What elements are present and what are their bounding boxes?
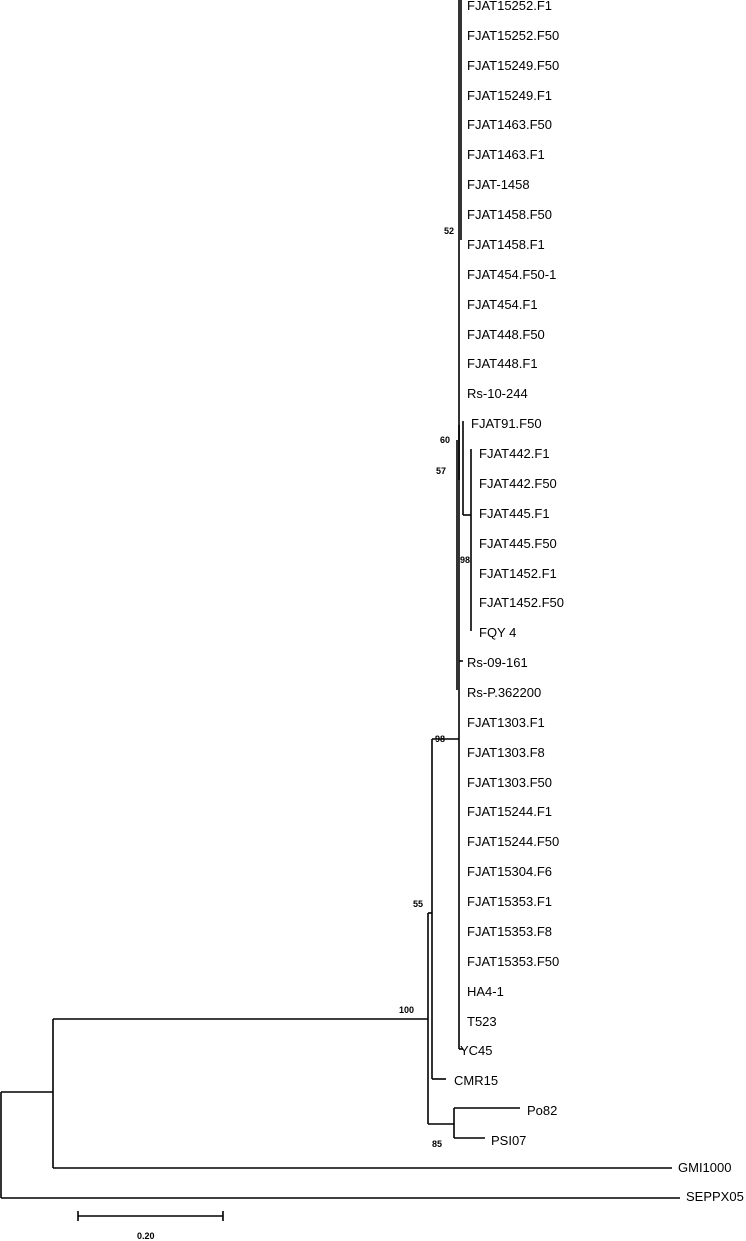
taxon-label: YC45 [460,1043,493,1059]
taxon-label: FJAT15244.F50 [467,834,560,850]
taxon-label: FJAT448.F1 [467,356,538,372]
bootstrap-85: 85 [432,1139,443,1149]
taxon-label: FJAT442.F50 [479,475,557,491]
bootstrap-98: 98 [435,734,446,744]
bootstrap-100: 100 [399,1005,415,1015]
taxon-label: FJAT15249.F1 [467,87,553,103]
taxon-label: FJAT454.F50-1 [467,266,557,282]
taxon-label: FJAT15353.F8 [467,923,553,939]
taxon-label: Rs-09-161 [467,655,528,671]
taxon-label: SEPPX05 [686,1189,744,1204]
bootstrap-55: 55 [413,899,424,909]
taxon-label: FJAT91.F50 [471,416,542,432]
bootstrap-60: 60 [440,435,451,445]
taxon-label: FJAT1303.F50 [467,774,553,790]
taxon-label: FJAT1458.F1 [467,236,545,252]
taxon-label: PSI07 [491,1133,527,1149]
taxon-label: FJAT15353.F50 [467,953,560,969]
bootstrap-98-inner: 98 [460,555,471,565]
bootstrap-57: 57 [436,466,447,476]
taxon-label: FJAT1458.F50 [467,207,553,223]
taxon-label: FJAT-1458 [467,177,530,193]
taxon-label: T523 [467,1013,497,1029]
taxon-label: Rs-10-244 [467,386,528,402]
taxon-label: Rs-P.362200 [467,685,542,700]
taxon-label: FJAT15252.F1 [467,0,553,13]
taxon-label: FJAT1303.F1 [467,714,545,730]
taxon-label: FJAT15304.F6 [467,864,553,880]
taxon-label: Po82 [527,1103,558,1119]
taxon-label: FQY 4 [479,625,517,641]
taxon-label: GMI1000 [678,1160,732,1175]
taxon-label: FJAT442.F1 [479,446,550,462]
taxon-label: FJAT15252.F50 [467,27,560,43]
taxon-label: FJAT15244.F1 [467,804,553,820]
taxon-label: FJAT1452.F50 [479,595,565,611]
taxon-label: FJAT454.F1 [467,296,538,312]
taxon-label: HA4-1 [467,983,504,999]
taxon-label: FJAT448.F50 [467,326,545,342]
taxon-label: FJAT15249.F50 [467,57,560,73]
taxon-label: FJAT1463.F1 [467,147,545,163]
taxon-label: CMR15 [454,1073,499,1089]
taxon-label: FJAT1452.F1 [479,565,557,581]
bootstrap-52: 52 [444,226,455,236]
taxon-label: FJAT1463.F50 [467,117,553,133]
taxon-label: FJAT15353.F1 [467,894,553,910]
taxon-label: FJAT1303.F8 [467,744,545,760]
taxon-label: FJAT445.F50 [479,535,557,551]
scale-bar-label: 0.20 [137,1231,155,1241]
taxon-label: FJAT445.F1 [479,505,550,521]
